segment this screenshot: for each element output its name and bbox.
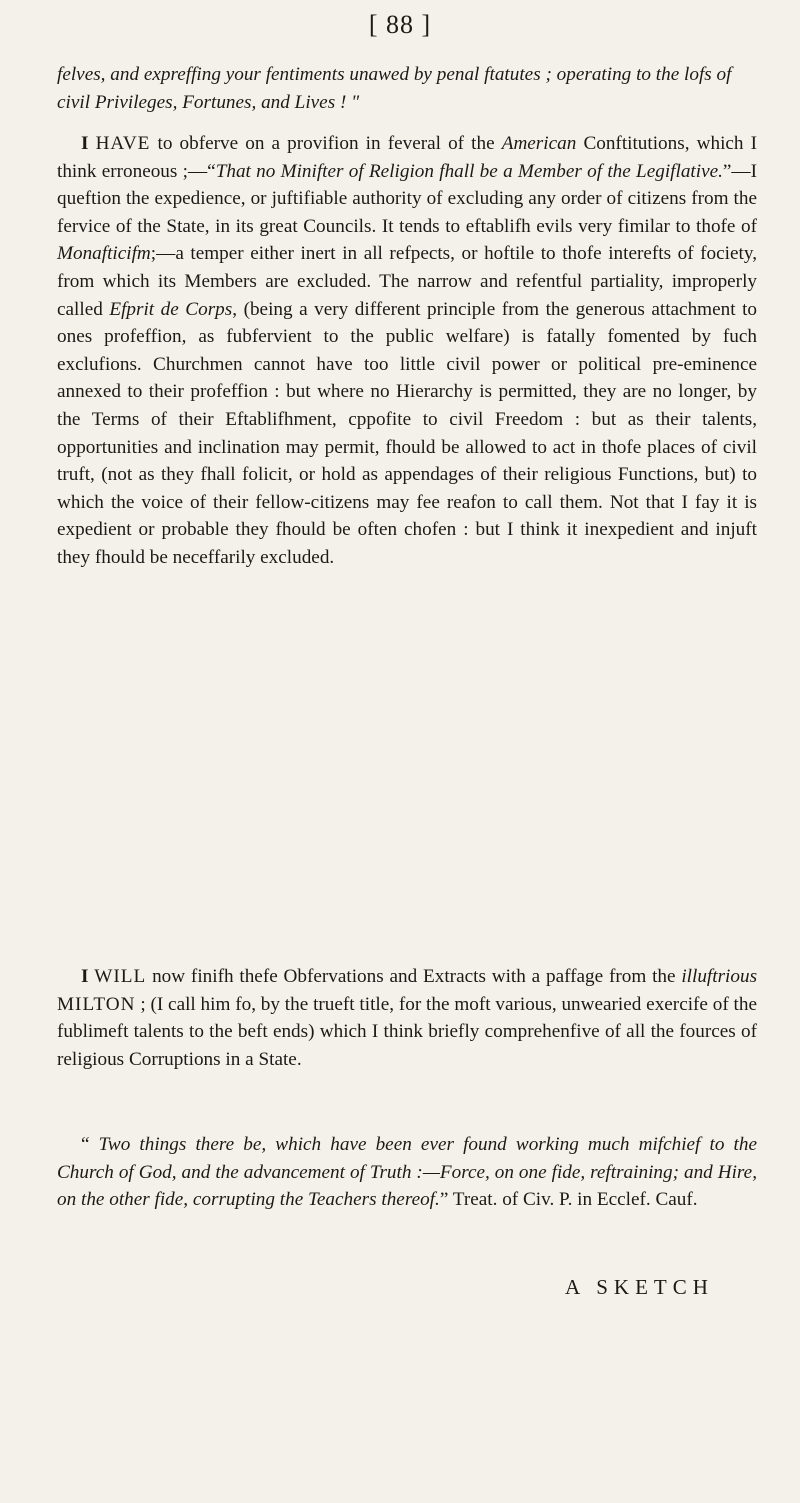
quotation-text: Two things there be, which have been ever found working much mifchief to the Church of God, and the advancement of Truth :—Force, on one fide, reftraining; and Hire, on the other fide, corrupting the Teachers thereof. xyxy=(57,1134,757,1211)
para2-text-a: now finifh thefe Obfervations and Extracts with a paffage from the xyxy=(152,966,676,987)
lead-word: HAVE xyxy=(95,133,151,154)
close-quote: ” xyxy=(439,1189,449,1211)
para2-text-b: ; (I call him fo, by the trueft title, for the moft various, unwearied exercife of the fublimeft talents to the beft ends) which I think briefly comprehenfive of all the fources of religious Corruptions in a State. xyxy=(57,993,757,1070)
para1-text-c: ”—I queftion the expedience, or juftifiable authority of excluding any order of citizens from the fervice of the State, in its great Councils. It tends to eftablifh evils very fimilar to thofe of xyxy=(57,160,757,237)
catchword: A SKETCH xyxy=(565,1275,714,1299)
quoted-clause: That no Minifter of Religion fhall be a Member of the Legiflative. xyxy=(215,160,723,182)
term-esprit: Efprit de Corps xyxy=(109,298,233,320)
term-american: American xyxy=(501,133,577,154)
para1-text-d: ;—a temper either inert in all refpects, or hoftile to thofe interefts of fociety, from which its Members are excluded. The narrow and refentful partiality, improperly called xyxy=(57,243,757,320)
paragraph-ministers xyxy=(57,130,757,572)
lead-word: WILL xyxy=(94,966,147,987)
drop-letter: I xyxy=(81,966,89,987)
paragraph-milton xyxy=(57,963,757,1073)
milton-quotation xyxy=(57,1131,757,1214)
term-monasticism: Monafticifm xyxy=(57,243,151,265)
para1-text-b: Conftitutions, which I think erroneous ;—“ xyxy=(57,133,758,182)
page-number: [ 88 ] xyxy=(368,10,432,39)
continued-text-fragment: felves, and expreffing your fentiments unawed by penal ftatutes ; operating to the lofs of civil Privileges, Fortunes, and Lives ! " xyxy=(57,64,732,113)
name-milton: MILTON xyxy=(57,993,136,1015)
para1-text-e: , (being a very different principle from the generous attachment to ones profeffion, as fubfervient to the public welfare) is fatally fomented by fuch exclufions. Churchmen cannot have too little civil power or political pre-eminence annexed to their profeffion : but where no Hierarchy is permitted, they are no longer, by the Terms of their Eftablifhment, cppofite to civil Freedom : but as their talents, opportunities and inclination may permit, fhould be allowed to act in thofe places of civil truft, (not as they fhall folicit, or hold as appendages of their religious Functions, but) to which the voice of their fellow-citizens may fee reafon to call them. Not that I fay it is expedient or probable they fhould be often chofen : but I think it inexpedient and injuft they fhould be neceffarily excluded. xyxy=(57,298,757,568)
drop-letter: I xyxy=(81,133,89,154)
para1-text-a: to obferve on a provifion in feveral of the xyxy=(157,133,495,154)
open-quote: “ xyxy=(81,1134,90,1155)
quotation-source: Treat. of Civ. P. in Ecclef. Cauf. xyxy=(452,1189,698,1211)
term-illustrious: illuftrious xyxy=(681,966,758,987)
